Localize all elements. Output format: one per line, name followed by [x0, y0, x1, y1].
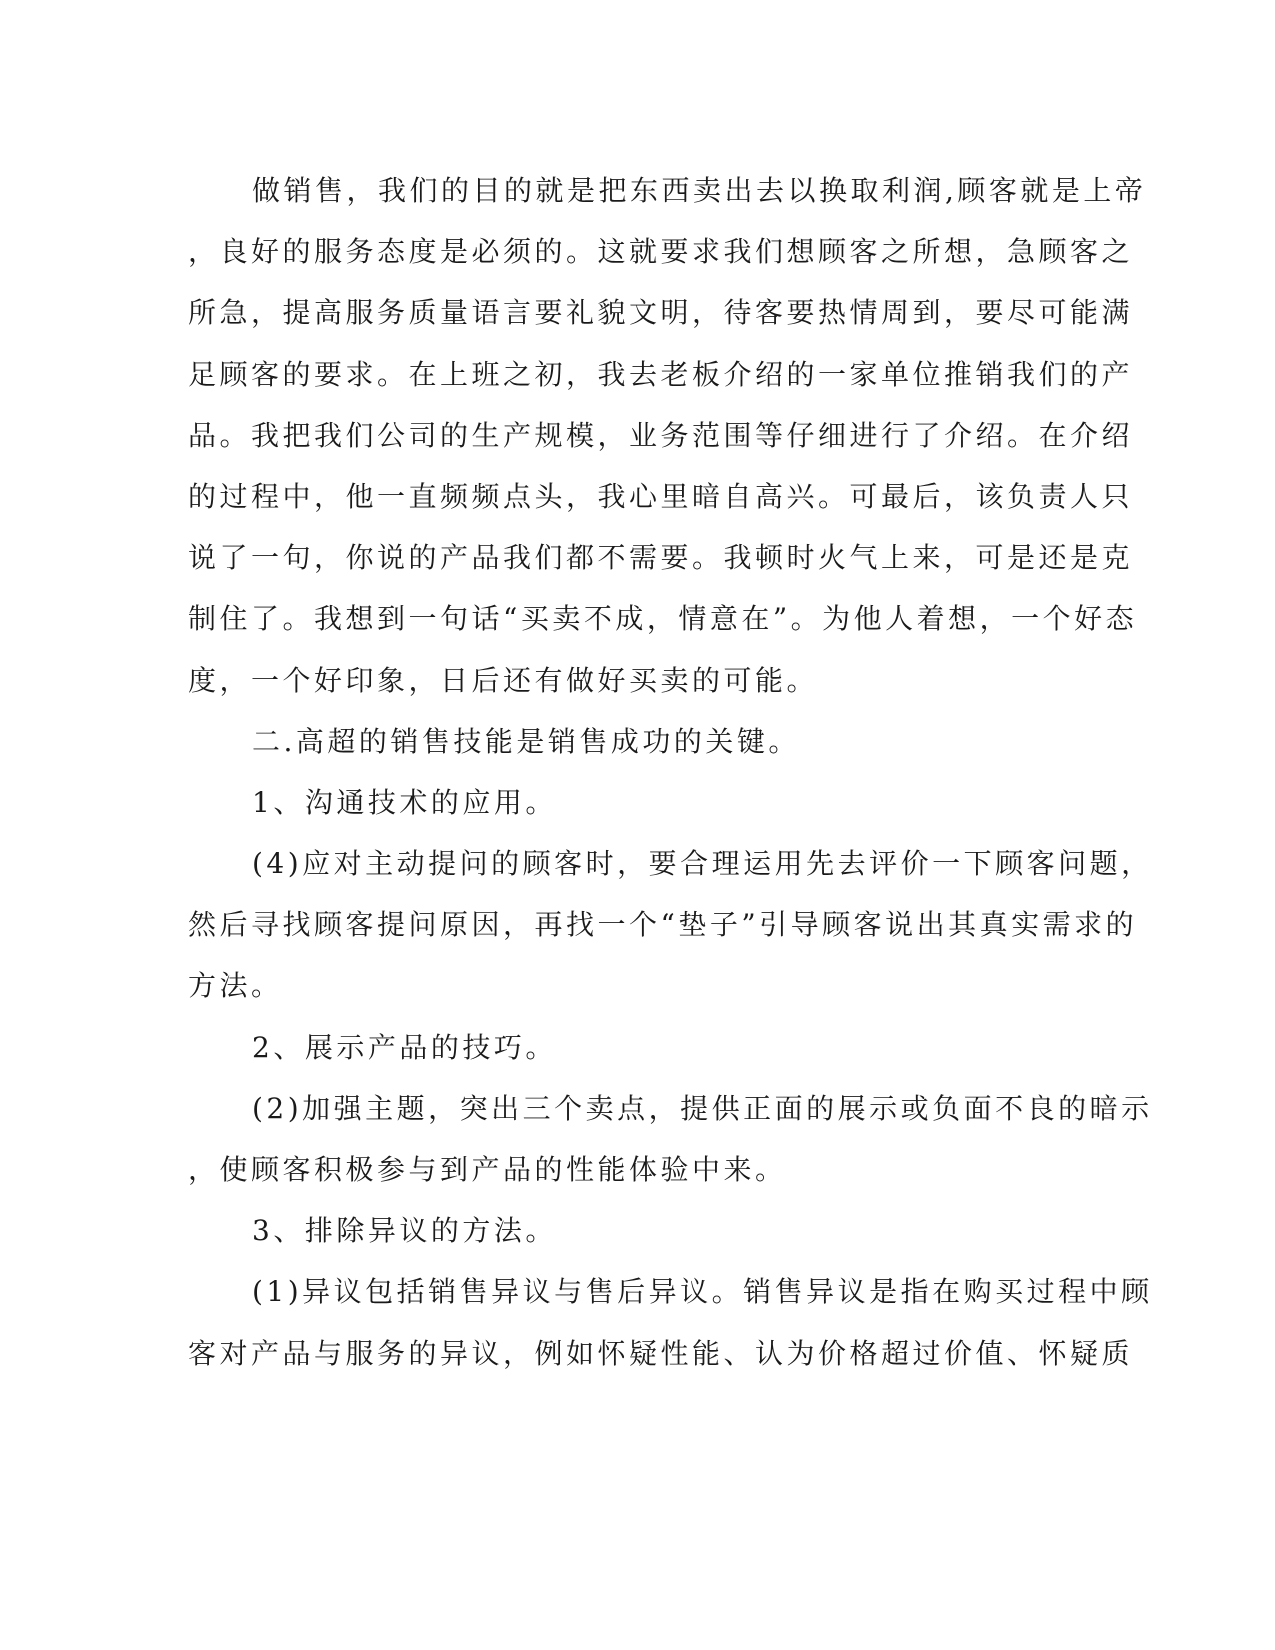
- paragraph: [188, 772, 1088, 833]
- text-line: 所急，提高服务质量语言要礼貌文明，待客要热情周到，要尽可能满: [188, 296, 1134, 330]
- text-line: 度，一个好印象，日后还有做好买卖的可能。: [188, 663, 819, 697]
- paragraph: [188, 1017, 1088, 1078]
- text-line: 的过程中，他一直频频点头，我心里暗自高兴。可最后，该负责人只: [188, 479, 1134, 513]
- paragraph: [188, 833, 1153, 1017]
- text-line: 客对产品与服务的异议，例如怀疑性能、认为价格超过价值、怀疑质: [188, 1336, 1134, 1370]
- text-line: 品。我把我们公司的生产规模，业务范围等仔细进行了介绍。在介绍: [188, 418, 1134, 452]
- text-line: 然后寻找顾客提问原因，再找一个“垫子”引导顾客说出其真实需求的: [188, 908, 1138, 942]
- text-line: 2、展示产品的技巧。: [252, 1030, 557, 1064]
- text-line: 二.高超的销售技能是销售成功的关键。: [252, 724, 800, 758]
- text-line: ，使顾客积极参与到产品的性能体验中来。: [188, 1153, 787, 1186]
- paragraph: [188, 1078, 1153, 1200]
- text-line: 足顾客的要求。在上班之初，我去老板介绍的一家单位推销我们的产: [188, 357, 1134, 391]
- paragraph: [188, 1261, 1153, 1383]
- text-line: 3、排除异议的方法。: [252, 1214, 557, 1248]
- text-line: (4)应对主动提问的顾客时，要合理运用先去评价一下顾客问题，: [252, 847, 1153, 881]
- document-body: [188, 160, 1153, 1384]
- text-line: ，良好的服务态度是必须的。这就要求我们想顾客之所想，急顾客之: [188, 235, 1134, 269]
- text-line: 说了一句，你说的产品我们都不需要。我顿时火气上来，可是还是克: [188, 541, 1134, 575]
- text-line: 方法。: [188, 969, 283, 1003]
- text-line: 1、沟通技术的应用。: [252, 785, 557, 819]
- paragraph: [188, 1200, 1088, 1261]
- text-line: (1)异议包括销售异议与售后异议。销售异议是指在购买过程中顾: [252, 1275, 1153, 1309]
- paragraph: [188, 711, 1088, 772]
- text-line: (2)加强主题，突出三个卖点，提供正面的展示或负面不良的暗示: [252, 1091, 1153, 1125]
- text-line: 做销售，我们的目的就是把东西卖出去以换取利润,顾客就是上帝: [252, 174, 1147, 207]
- paragraph: [188, 160, 1147, 711]
- text-line: 制住了。我想到一句话“买卖不成，情意在”。为他人着想，一个好态: [188, 602, 1138, 636]
